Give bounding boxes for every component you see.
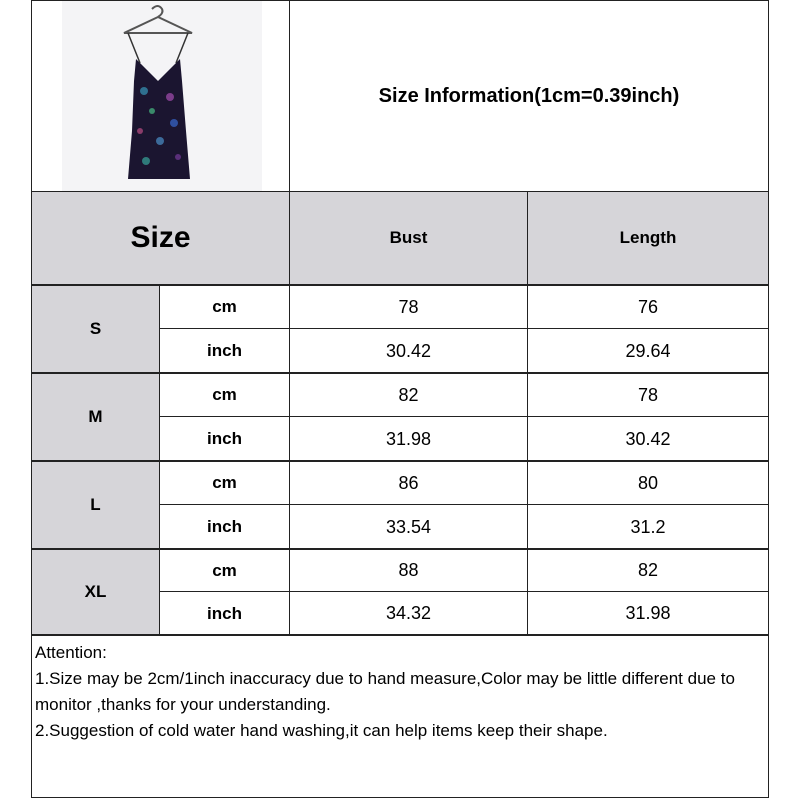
- bust-value: 30.42: [385, 340, 432, 361]
- bust-value: 78: [398, 296, 419, 317]
- length-value: 31.2: [630, 516, 666, 537]
- grid-line: [31, 548, 769, 550]
- length-cm-cell: [528, 462, 768, 504]
- grid-line: [31, 284, 769, 286]
- product-image: [32, 1, 289, 191]
- length-cm-cell: [528, 286, 768, 328]
- size-xl-cell: [32, 550, 159, 634]
- unit-label: cm: [212, 473, 237, 492]
- grid-line: [159, 591, 769, 592]
- size-label: M: [88, 407, 103, 426]
- bust-value: 88: [398, 560, 419, 580]
- unit-cm-cell: [160, 286, 289, 328]
- grid-line: [31, 460, 769, 462]
- length-inch-cell: [528, 330, 768, 372]
- unit-inch-cell: [160, 418, 289, 460]
- unit-label: cm: [212, 560, 237, 580]
- grid-line: [31, 191, 769, 192]
- bust-inch-cell: [290, 593, 527, 634]
- size-header: Size: [130, 221, 191, 254]
- grid-line: [527, 191, 528, 635]
- bust-cm-cell: [290, 462, 527, 504]
- size-label: S: [89, 319, 102, 338]
- size-l-cell: [32, 462, 159, 548]
- length-cm-cell: [528, 374, 768, 416]
- length-value: 78: [637, 384, 659, 405]
- grid-line: [159, 504, 769, 505]
- grid-line: [159, 284, 160, 635]
- grid-line: [289, 0, 290, 635]
- length-inch-cell: [528, 506, 768, 548]
- unit-inch-cell: [160, 330, 289, 372]
- length-value: 30.42: [625, 428, 671, 449]
- grid-line: [159, 416, 769, 417]
- unit-cm-cell: [160, 550, 289, 591]
- bust-header-cell: [290, 192, 527, 284]
- unit-label: cm: [212, 297, 237, 316]
- unit-label: inch: [207, 429, 242, 448]
- attention-notes: [35, 640, 760, 744]
- length-value: 31.98: [625, 603, 671, 623]
- unit-cm-cell: [160, 462, 289, 504]
- dress-illustration: [32, 1, 289, 191]
- unit-label: cm: [212, 385, 237, 404]
- bust-value: 31.98: [385, 428, 432, 449]
- bust-header: Bust: [389, 228, 428, 247]
- unit-label: inch: [207, 603, 242, 623]
- notes-line-1: 1.Size may be 2cm/1inch inaccuracy due to hand measure,Color may be little different due to monitor ,thanks for your understanding.: [35, 669, 735, 714]
- unit-inch-cell: [160, 593, 289, 634]
- bust-value: 33.54: [385, 516, 432, 537]
- length-value: 82: [637, 560, 659, 580]
- length-cm-cell: [528, 550, 768, 591]
- length-header-cell: [528, 192, 768, 284]
- size-s-cell: [32, 286, 159, 372]
- unit-label: inch: [207, 341, 242, 360]
- size-label: XL: [84, 582, 107, 601]
- length-value: 76: [637, 296, 659, 317]
- bust-inch-cell: [290, 418, 527, 460]
- bust-inch-cell: [290, 330, 527, 372]
- bust-value: 34.32: [385, 603, 432, 623]
- size-header-cell: [32, 192, 289, 284]
- length-inch-cell: [528, 593, 768, 634]
- bust-cm-cell: [290, 374, 527, 416]
- notes-heading: Attention:: [35, 643, 107, 662]
- size-label: L: [90, 495, 101, 514]
- size-information-title: Size Information(1cm=0.39inch): [378, 84, 680, 107]
- notes-line-2: 2.Suggestion of cold water hand washing,it can help items keep their shape.: [35, 721, 608, 740]
- length-header: Length: [619, 228, 677, 247]
- unit-inch-cell: [160, 506, 289, 548]
- bust-value: 86: [398, 472, 419, 493]
- bust-cm-cell: [290, 550, 527, 591]
- grid-line: [159, 328, 769, 329]
- bust-inch-cell: [290, 506, 527, 548]
- size-m-cell: [32, 374, 159, 460]
- length-inch-cell: [528, 418, 768, 460]
- grid-line: [31, 372, 769, 374]
- bust-cm-cell: [290, 286, 527, 328]
- length-value: 80: [637, 472, 659, 493]
- bust-value: 82: [398, 384, 419, 405]
- unit-cm-cell: [160, 374, 289, 416]
- size-information-title-cell: [290, 1, 768, 191]
- grid-line: [31, 634, 769, 636]
- length-value: 29.64: [625, 340, 671, 361]
- unit-label: inch: [207, 517, 242, 536]
